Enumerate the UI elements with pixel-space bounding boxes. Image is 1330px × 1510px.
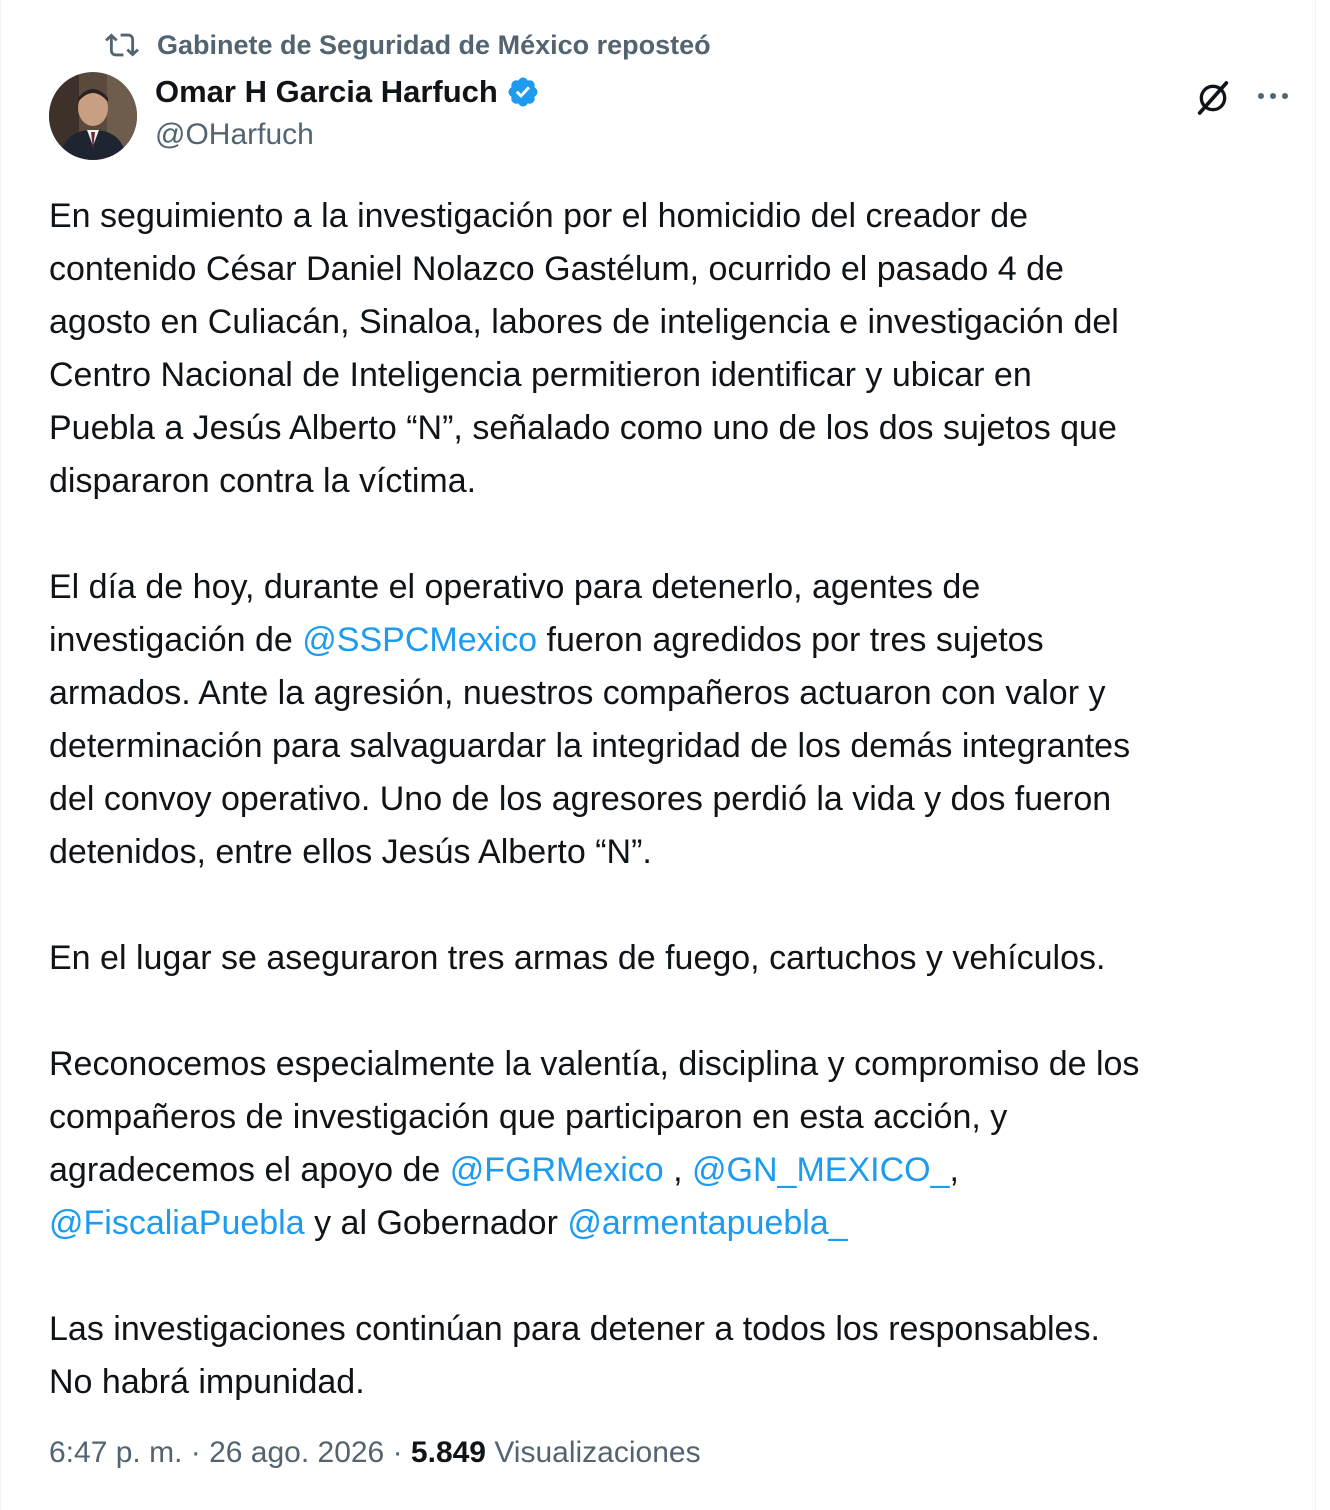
tweet-meta — [49, 1436, 701, 1470]
verified-badge-icon — [506, 75, 540, 109]
text-line: Reconocemos especialmente la valentía, disciplina y compromiso de los — [49, 1045, 1140, 1083]
mention-gn-mexico[interactable]: @GN_MEXICO_ — [692, 1151, 950, 1189]
views-label: Visualizaciones — [494, 1436, 701, 1469]
text-fragment: y al Gobernador — [304, 1204, 568, 1242]
mention-fiscaliapuebla[interactable]: @FiscaliaPuebla — [49, 1204, 305, 1242]
text-fragment: agradecemos el apoyo de — [49, 1151, 450, 1189]
text-line: detenidos, entre ellos Jesús Alberto “N”. — [49, 833, 652, 871]
text-line: En el lugar se aseguraron tres armas de fuego, cartuchos y vehículos. — [49, 939, 1106, 977]
author-name-row[interactable] — [155, 74, 540, 110]
paragraph-4 — [49, 1038, 1299, 1250]
paragraph-3 — [49, 932, 1299, 985]
text-line: dispararon contra la víctima. — [49, 462, 477, 500]
author-handle[interactable]: @OHarfuch — [155, 118, 314, 151]
mention-armentapuebla[interactable]: @armentapuebla_ — [567, 1204, 848, 1242]
text-line: contenido César Daniel Nolazco Gastélum, ocurrido el pasado 4 de — [49, 250, 1064, 288]
text-fragment: fueron agredidos por tres sujetos — [537, 621, 1044, 659]
repost-indicator[interactable] — [105, 28, 711, 62]
tweet-time[interactable]: 6:47 p. m. — [49, 1436, 183, 1469]
mention-fgrmexico[interactable]: @FGRMexico — [449, 1151, 664, 1189]
text-fragment: , — [949, 1151, 959, 1189]
text-line: agosto en Culiacán, Sinaloa, labores de inteligencia e investigación del — [49, 303, 1119, 341]
tweet-date[interactable]: 26 ago. 2026 — [209, 1436, 385, 1469]
mention-sspcmexico[interactable]: @SSPCMexico — [302, 621, 538, 659]
text-line: Puebla a Jesús Alberto “N”, señalado como uno de los dos sujetos que — [49, 409, 1117, 447]
text-line: El día de hoy, durante el operativo para detenerlo, agentes de — [49, 568, 981, 606]
text-line: No habrá impunidad. — [49, 1363, 365, 1401]
text-line: armados. Ante la agresión, nuestros compañeros actuaron con valor y — [49, 674, 1106, 712]
repost-label: Gabinete de Seguridad de México reposteó — [157, 29, 711, 60]
more-dots-icon — [1256, 91, 1290, 101]
text-line: del convoy operativo. Uno de los agresores perdió la vida y dos fueron — [49, 780, 1112, 818]
text-fragment: , — [663, 1151, 693, 1189]
paragraph-1 — [49, 190, 1299, 508]
text-line: Centro Nacional de Inteligencia permitieron identificar y ubicar en — [49, 356, 1032, 394]
text-fragment: investigación de — [49, 621, 303, 659]
paragraph-2 — [49, 561, 1299, 879]
text-line: compañeros de investigación que participaron en esta acción, y — [49, 1098, 1008, 1136]
repost-icon — [105, 28, 139, 62]
meta-separator: · — [182, 1436, 210, 1469]
text-line: determinación para salvaguardar la integridad de los demás integrantes — [49, 727, 1131, 765]
author-name[interactable]: Omar H Garcia Harfuch — [155, 74, 498, 109]
text-line: Las investigaciones continúan para detener a todos los responsables. — [49, 1310, 1100, 1348]
avatar[interactable] — [49, 72, 137, 160]
paragraph-5 — [49, 1303, 1299, 1409]
meta-separator: · — [384, 1436, 411, 1469]
tweet-text — [49, 190, 1299, 1409]
grok-icon[interactable] — [1193, 78, 1233, 118]
text-line: En seguimiento a la investigación por el homicidio del creador de — [49, 197, 1029, 235]
more-options-icon[interactable] — [1253, 76, 1293, 116]
views-count: 5.849 — [410, 1436, 486, 1469]
avatar-image — [49, 72, 137, 160]
